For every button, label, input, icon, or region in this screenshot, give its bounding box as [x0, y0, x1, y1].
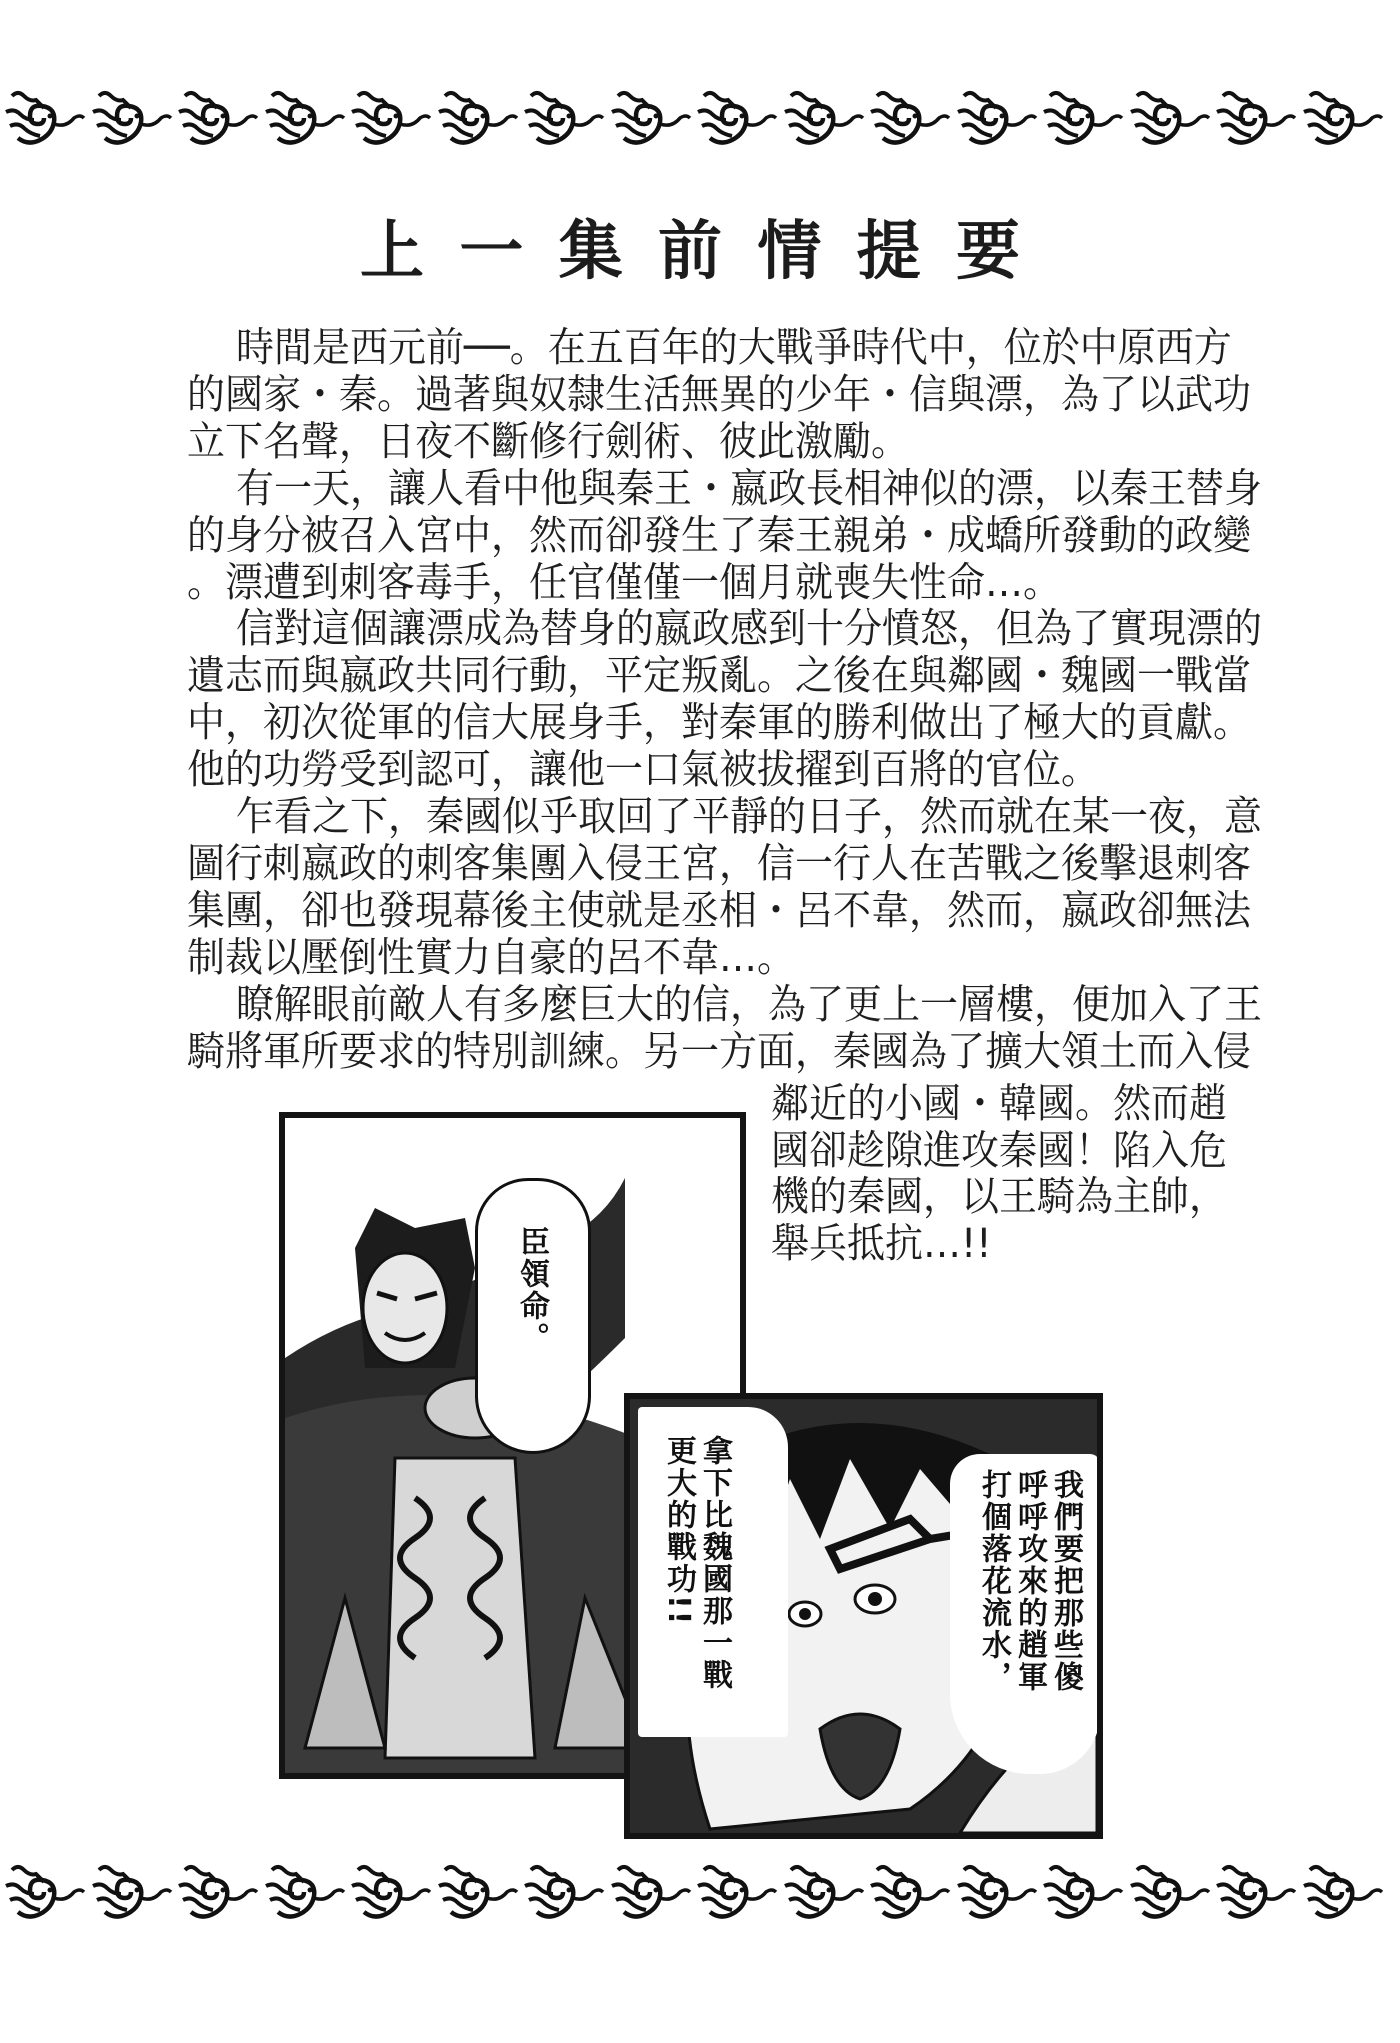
cloud-ornament-icon	[1302, 84, 1386, 150]
synopsis-line: 機的秦國，以王騎為主帥，	[771, 1172, 1228, 1220]
synopsis-line: 騎將軍所要求的特別訓練。另一方面，秦國為了擴大領土而入侵	[187, 1027, 1252, 1074]
cloud-ornament-icon	[177, 1858, 261, 1924]
speech-line: 打個落花流水，	[976, 1469, 1011, 1693]
title-char: 提	[856, 215, 921, 289]
synopsis-line: 集團，卻也發現幕後主使就是丞相・呂不韋，然而，嬴政卻無法	[187, 886, 1252, 934]
synopsis-line: 有一天，讓人看中他與秦王・嬴政長相神似的漂，以秦王替身	[236, 464, 1263, 512]
synopsis-line: 遺志而與嬴政共同行動，平定叛亂。之後在與鄰國・魏國一戰當	[187, 651, 1252, 699]
speech-text: 臣領命。	[514, 1226, 549, 1354]
cloud-ornament-icon	[523, 1858, 607, 1924]
cloud-ornament-icon	[1215, 1858, 1299, 1924]
cloud-ornament-icon	[783, 1858, 867, 1924]
caption-line: 拿下比魏國那一戰	[697, 1435, 732, 1691]
cloud-ornament-icon	[4, 1858, 88, 1924]
speech-text-right	[975, 1469, 1083, 1693]
cloud-ornament-icon	[350, 1858, 434, 1924]
title-char: 上	[360, 215, 424, 289]
cloud-ornament-icon	[956, 1858, 1040, 1924]
cloud-ornament-icon	[869, 84, 953, 150]
caption-text-left	[660, 1435, 732, 1691]
cloud-ornament-icon	[610, 1858, 694, 1924]
synopsis-line: 立下名聲，日夜不斷修行劍術、彼此激勵。	[187, 417, 910, 465]
synopsis-line: 時間是西元前──。在五百年的大戰爭時代中，位於中原西方	[236, 323, 1232, 371]
cloud-ornament-icon	[264, 1858, 348, 1924]
cloud-ornament-icon	[1302, 1858, 1386, 1924]
cloud-border-top	[0, 84, 1400, 156]
cloud-ornament-icon	[91, 84, 175, 150]
cloud-ornament-icon	[1042, 1858, 1126, 1924]
cloud-ornament-icon	[696, 84, 780, 150]
synopsis-line: 他的功勞受到認可，讓他一口氣被拔擢到百將的官位。	[187, 745, 1100, 793]
cloud-ornament-icon	[1042, 84, 1126, 150]
cloud-ornament-icon	[869, 1858, 953, 1924]
cloud-ornament-icon	[523, 84, 607, 150]
cloud-ornament-icon	[610, 84, 694, 150]
cloud-ornament-icon	[1215, 84, 1299, 150]
title-char: 集	[558, 215, 623, 289]
synopsis-line: 鄰近的小國・韓國。然而趙	[771, 1079, 1228, 1127]
cloud-ornament-icon	[91, 1858, 175, 1924]
page-title	[360, 212, 1020, 292]
cloud-ornament-icon	[437, 84, 521, 150]
caption-line: 更大的戰功!!	[661, 1435, 696, 1627]
cloud-ornament-icon	[177, 84, 261, 150]
synopsis-line: 的身分被召入宮中，然而卻發生了秦王親弟・成蟜所發動的政變	[187, 511, 1252, 558]
cloud-ornament-icon	[783, 84, 867, 150]
title-char: 前	[657, 215, 722, 289]
synopsis-line: 制裁以壓倒性實力自豪的呂不韋…。	[187, 933, 796, 981]
cloud-ornament-icon	[350, 84, 434, 150]
manga-panel-shin	[624, 1393, 1103, 1839]
title-char: 情	[757, 215, 822, 289]
synopsis-line: 。漂遭到刺客毒手，任官僅僅一個月就喪失性命…。	[187, 558, 1062, 605]
cloud-ornament-icon	[437, 1858, 521, 1924]
synopsis-line: 中，初次從軍的信大展身手，對秦軍的勝利做出了極大的貢獻。	[187, 698, 1252, 746]
synopsis-line: 的國家・秦。過著與奴隸生活無異的少年・信與漂，為了以武功	[187, 370, 1252, 418]
cloud-ornament-icon	[4, 84, 88, 150]
speech-line: 呼呼攻來的趙軍	[1012, 1469, 1047, 1693]
synopsis-line: 舉兵抵抗…!!	[771, 1219, 992, 1266]
cloud-ornament-icon	[1129, 84, 1213, 150]
speech-line: 我們要把那些傻	[1048, 1469, 1083, 1693]
synopsis-line: 國卻趁隙進攻秦國！陷入危	[771, 1126, 1228, 1173]
synopsis-line: 信對這個讓漂成為替身的嬴政感到十分憤怒，但為了實現漂的	[236, 605, 1263, 652]
cloud-ornament-icon	[264, 84, 348, 150]
title-char: 一	[459, 215, 524, 289]
synopsis-line: 乍看之下，秦國似乎取回了平靜的日子，然而就在某一夜，意	[236, 792, 1263, 840]
cloud-ornament-icon	[696, 1858, 780, 1924]
cloud-ornament-icon	[956, 84, 1040, 150]
cloud-ornament-icon	[1129, 1858, 1213, 1924]
synopsis-line: 瞭解眼前敵人有多麼巨大的信，為了更上一層樓，便加入了王	[236, 980, 1263, 1027]
synopsis-line: 圖行刺嬴政的刺客集團入侵王宮，信一行人在苦戰之後擊退刺客	[187, 839, 1252, 887]
title-char: 要	[955, 215, 1020, 289]
cloud-border-bottom	[0, 1858, 1400, 1930]
